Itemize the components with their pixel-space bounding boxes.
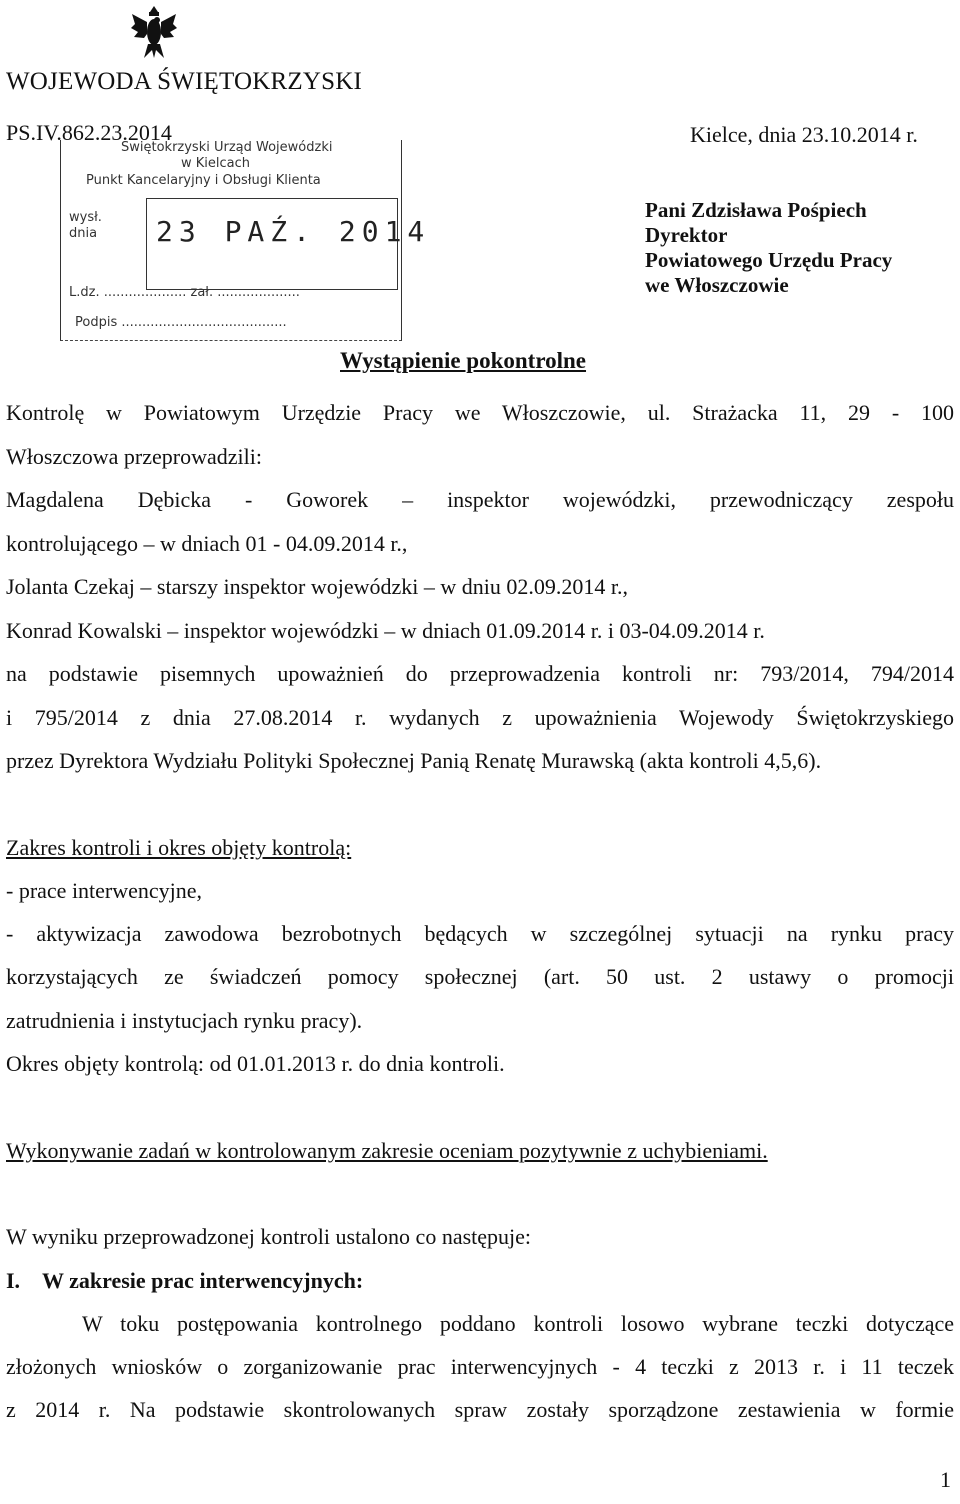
section-title: W zakresie prac interwencyjnych: <box>42 1268 364 1293</box>
intro-line: Magdalena Dębicka - Goworek – inspektor wojewódzki, przewodniczący zespołu <box>6 487 954 512</box>
authority-title: WOJEWODA ŚWIĘTOKRZYSKI <box>6 68 362 95</box>
intro-line: na podstawie pisemnych upoważnień do przeprowadzenia kontroli nr: 793/2014, 794/2014 <box>6 661 954 686</box>
stamp-line3: Punkt Kancelaryjny i Obsługi Klienta <box>86 173 321 188</box>
scope-line: korzystających ze świadczeń pomocy społecznej (art. 50 ust. 2 ustawy o promocji <box>6 964 954 989</box>
document-heading: Wystąpienie pokontrolne <box>340 348 587 373</box>
eagle-emblem-icon <box>130 4 178 60</box>
stamp-line2: w Kielcach <box>181 156 251 171</box>
intro-line: Jolanta Czekaj – starszy inspektor wojewódzki – w dniu 02.09.2014 r., <box>6 574 629 599</box>
scope-line: - aktywizacja zawodowa bezrobotnych będących w szczególnej sytuacji na rynku pracy <box>6 921 954 946</box>
scope-line: - prace interwencyjne, <box>6 878 203 903</box>
case-signum: PS.IV.862.23.2014 <box>6 120 172 145</box>
stamp-ldz: L.dz. .................... zał. .................... <box>69 285 300 300</box>
intro-line: Konrad Kowalski – inspektor wojewódzki – w dniach 01.09.2014 r. i 03-04.09.2014 r. <box>6 618 765 643</box>
intro-line: Włoszczowa przeprowadzili: <box>6 444 262 469</box>
addressee-name: Pani Zdzisława Pośpiech <box>645 198 867 222</box>
received-stamp <box>60 140 431 341</box>
intro-line: kontrolującego – w dniach 01 - 04.09.2014 r., <box>6 531 408 556</box>
section-number: I. <box>6 1268 21 1293</box>
stamp-sign: Podpis ........................................ <box>75 315 287 330</box>
section-line: W toku postępowania kontrolnego poddano kontroli losowo wybrane teczki dotyczące <box>82 1311 954 1336</box>
intro-line: i 795/2014 z dnia 27.08.2014 r. wydanych z upoważnienia Wojewody Świętokrzyskiego <box>6 705 954 730</box>
addressee-city: we Włoszczowie <box>645 273 789 297</box>
scope-line: zatrudnienia i instytucjach rynku pracy). <box>6 1008 363 1033</box>
page-number: 1 <box>940 1467 951 1492</box>
intro-line: przez Dyrektora Wydziału Polityki Społecznej Panią Renatę Murawską (akta kontroli 4,5,6). <box>6 748 822 773</box>
section-line: z 2014 r. Na podstawie skontrolowanych spraw zostały sporządzone zestawienia w formie <box>6 1397 954 1422</box>
stamp-label-sent: wysł. <box>69 210 102 225</box>
stamp-line1: Świętokrzyski Urząd Wojewódzki <box>121 140 333 155</box>
scope-period: Okres objęty kontrolą: od 01.01.2013 r. do dnia kontroli. <box>6 1051 505 1076</box>
scope-heading: Zakres kontroli i okres objęty kontrolą: <box>6 835 352 860</box>
assessment: Wykonywanie zadań w kontrolowanym zakresie oceniam pozytywnie z uchybieniami. <box>6 1138 768 1163</box>
intro-line: Kontrolę w Powiatowym Urzędzie Pracy we Włoszczowie, ul. Strażacka 11, 29 - 100 <box>6 400 954 425</box>
addressee-office: Powiatowego Urzędu Pracy <box>645 248 893 272</box>
addressee-role: Dyrektor <box>645 223 728 247</box>
stamp-date: 23 PAŹ. 2014 <box>156 215 431 248</box>
place-date: Kielce, dnia 23.10.2014 r. <box>690 122 918 147</box>
stamp-label-date: dnia <box>69 226 98 241</box>
findings-intro: W wyniku przeprowadzonej kontroli ustalono co następuje: <box>6 1224 532 1249</box>
section-line: złożonych wniosków o zorganizowanie prac interwencyjnych - 4 teczki z 2013 r. i 11 teczek <box>6 1354 954 1379</box>
